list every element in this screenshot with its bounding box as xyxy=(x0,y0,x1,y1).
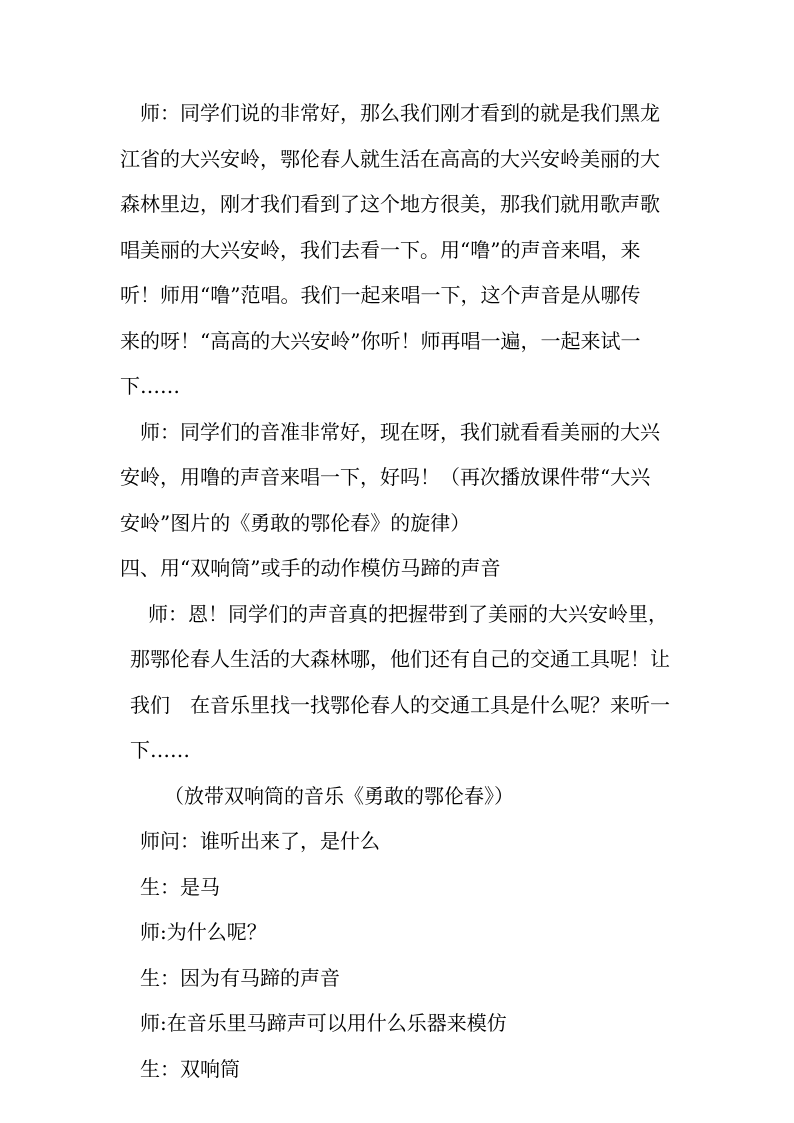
paragraph-line-5: 听！师用“噜”范唱。我们一起来唱一下，这个声音是从哪传 xyxy=(120,283,641,307)
paragraph-line-1: 师：同学们说的非常好，那么我们刚才看到的就是我们黑龙 xyxy=(140,101,660,125)
stage-direction: （放带双响筒的音乐《勇敢的鄂伦春》） xyxy=(164,784,514,808)
paragraph-line-13: 那鄂伦春人生活的大森林哪，他们还有自己的交通工具呢！让 xyxy=(130,647,670,671)
dialogue-line-3: 师:为什么呢？ xyxy=(140,920,267,944)
paragraph-line-3: 森林里边，刚才我们看到了这个地方很美，那我们就用歌声歌 xyxy=(120,192,660,216)
paragraph-line-4: 唱美丽的大兴安岭，我们去看一下。用“噜”的声音来唱，来 xyxy=(120,238,641,262)
dialogue-line-4: 生：因为有马蹄的声音 xyxy=(140,966,340,990)
section-heading: 四、用“双响筒”或手的动作模仿马蹄的声音 xyxy=(120,556,501,580)
paragraph-line-14: 我们 在音乐里找一找鄂伦春人的交通工具是什么呢？来听一 xyxy=(130,693,670,717)
paragraph-line-10: 安岭”图片的《勇敢的鄂伦春》的旋律） xyxy=(120,511,471,535)
paragraph-line-8: 师：同学们的音准非常好，现在呀，我们就看看美丽的大兴 xyxy=(140,420,660,444)
dialogue-line-1: 师问：谁听出来了，是什么 xyxy=(140,829,380,853)
dialogue-line-2: 生：是马 xyxy=(140,875,220,899)
dialogue-line-5: 师:在音乐里马蹄声可以用什么乐器来模仿 xyxy=(140,1011,507,1035)
dialogue-line-6: 生：双响筒 xyxy=(140,1057,240,1081)
paragraph-line-2: 江省的大兴安岭，鄂伦春人就生活在高高的大兴安岭美丽的大 xyxy=(120,147,660,171)
paragraph-line-15: 下…… xyxy=(130,738,190,762)
paragraph-line-12: 师：恩！同学们的声音真的把握带到了美丽的大兴安岭里， xyxy=(148,602,668,626)
paragraph-line-6: 来的呀！“高高的大兴安岭”你听！师再唱一遍，一起来试一 xyxy=(120,329,641,353)
paragraph-line-9: 安岭，用噜的声音来唱一下，好吗！（再次播放课件带“大兴 xyxy=(120,465,651,489)
paragraph-line-7: 下…… xyxy=(120,374,180,398)
